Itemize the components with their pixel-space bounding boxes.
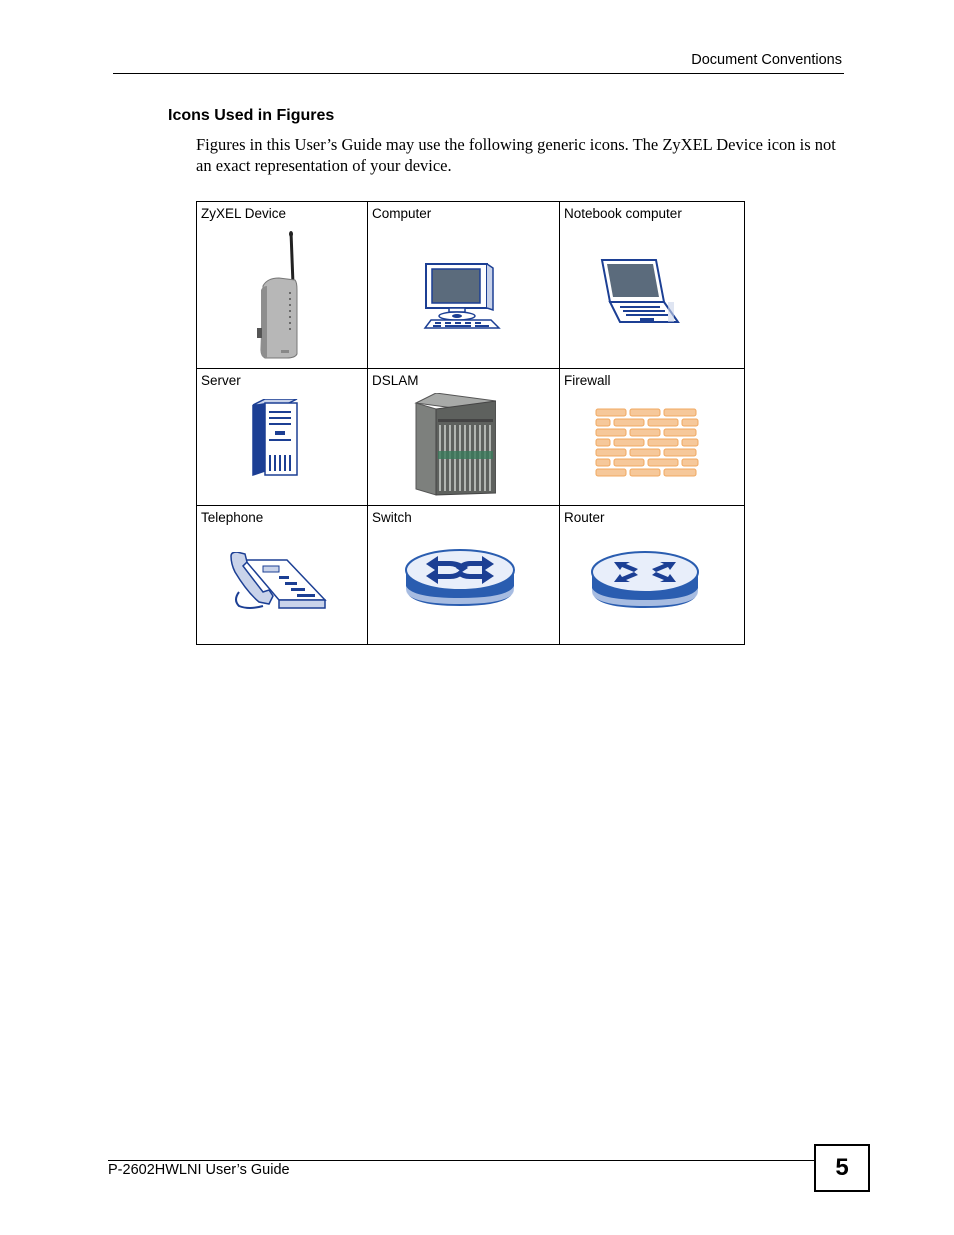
table-cell-switch <box>368 506 560 645</box>
cell-label: Computer <box>372 206 432 221</box>
dslam-icon <box>414 393 496 497</box>
page-number: 5 <box>814 1144 870 1192</box>
table-row <box>197 202 745 369</box>
telephone-icon <box>229 552 327 612</box>
router-icon <box>590 550 700 612</box>
cell-label: Firewall <box>564 373 611 388</box>
table-row <box>197 506 745 645</box>
notebook-computer-icon <box>596 258 682 328</box>
cell-label: Server <box>201 373 241 388</box>
cell-label: Router <box>564 510 605 525</box>
intro-paragraph: Figures in this User’s Guide may use the following generic icons. The ZyXEL Device icon is not an exact representation of your device. <box>196 135 836 175</box>
footer-rule <box>108 1160 814 1161</box>
table-cell-notebook-computer <box>560 202 745 369</box>
zyxel-device-icon <box>255 230 305 360</box>
table-cell-server <box>197 369 368 506</box>
table-cell-computer <box>368 202 560 369</box>
table-cell-zyxel-device <box>197 202 368 369</box>
table-cell-router <box>560 506 745 645</box>
cell-label: Notebook computer <box>564 206 682 221</box>
icon-table <box>196 201 745 645</box>
cell-label: ZyXEL Device <box>201 206 287 221</box>
footer-guide-title: P-2602HWLNI User’s Guide <box>108 1162 290 1178</box>
cell-label: DSLAM <box>372 373 419 388</box>
computer-icon <box>423 262 503 330</box>
cell-label: Switch <box>372 510 412 525</box>
section-heading: Icons Used in Figures <box>168 107 335 124</box>
table-cell-dslam <box>368 369 560 506</box>
table-cell-telephone <box>197 506 368 645</box>
switch-icon <box>404 546 516 610</box>
cell-label: Telephone <box>201 510 264 525</box>
server-icon <box>251 399 301 477</box>
table-cell-firewall <box>560 369 745 506</box>
table-row <box>197 369 745 506</box>
firewall-icon <box>592 403 702 485</box>
header-rule <box>113 73 844 74</box>
header-title: Document Conventions <box>691 52 842 68</box>
